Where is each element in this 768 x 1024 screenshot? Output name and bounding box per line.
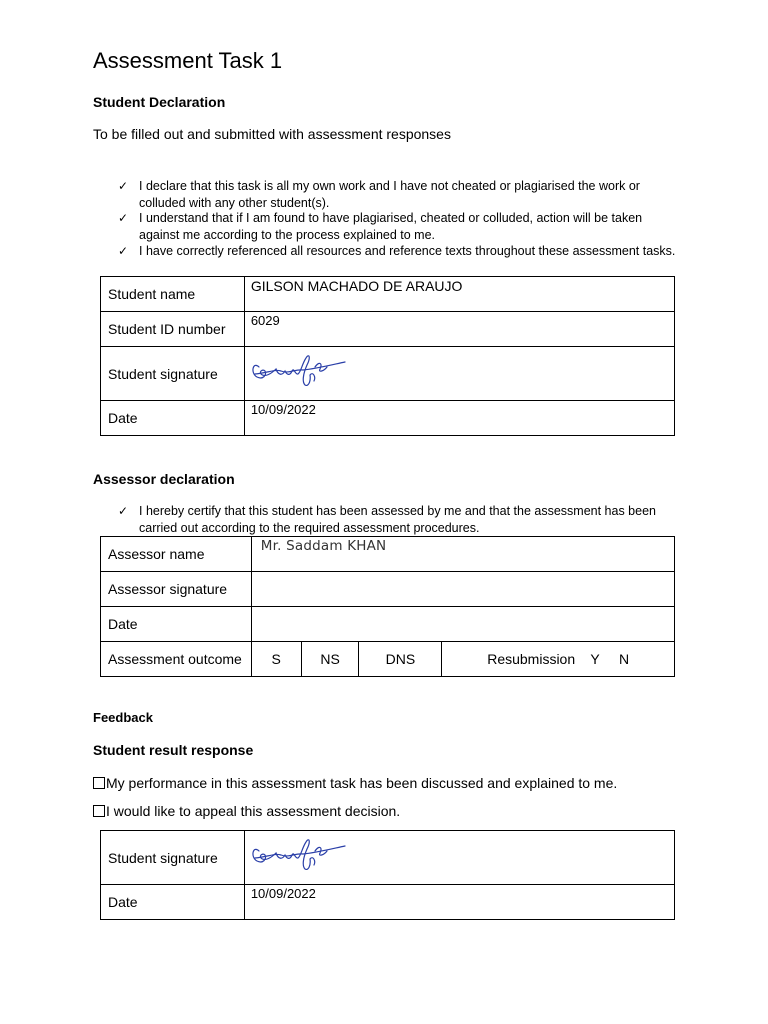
response-signature-cell — [244, 831, 674, 885]
response-signature-image — [245, 831, 360, 875]
checkbox-icon[interactable] — [93, 777, 105, 789]
outcome-resubmission: Resubmission Y N — [442, 642, 675, 677]
declaration-item-text: I have correctly referenced all resources and reference texts throughout these assessment tasks. — [139, 244, 676, 258]
check-icon: ✓ — [118, 504, 129, 518]
signature-icon — [245, 347, 360, 391]
student-signature-cell — [244, 347, 674, 401]
student-id-value: 6029 — [244, 312, 674, 347]
student-signature-image — [245, 347, 360, 391]
assessor-declaration-heading: Assessor declaration — [93, 471, 235, 487]
outcome-s: S — [251, 642, 301, 677]
signature-icon — [245, 831, 360, 875]
student-details-table — [100, 276, 675, 436]
response-date-value: 10/09/2022 — [244, 885, 674, 920]
response-signature-label: Student signature — [101, 831, 245, 885]
response-option-discussed[interactable] — [93, 775, 617, 791]
response-option-appeal[interactable] — [93, 803, 400, 819]
page-title: Assessment Task 1 — [93, 48, 283, 73]
assessor-name-text: Mr. Saddam KHAN — [260, 538, 387, 554]
student-result-response-heading: Student result response — [93, 742, 254, 758]
assessor-declaration-item-text: I hereby certify that this student has been assessed by me and that the assessment has been carried out according to the required assessment procedures. — [139, 504, 656, 535]
student-id-label: Student ID number — [101, 312, 245, 347]
student-name-value: GILSON MACHADO DE ARAUJO — [244, 277, 674, 312]
student-signature-label: Student signature — [101, 347, 245, 401]
student-date-value: 10/09/2022 — [244, 401, 674, 436]
assessment-outcome-label: Assessment outcome — [101, 642, 252, 677]
assessor-name-value — [251, 537, 674, 572]
student-response-table — [100, 830, 675, 920]
check-icon: ✓ — [118, 211, 129, 225]
student-declaration-heading: Student Declaration — [93, 94, 226, 110]
check-icon: ✓ — [118, 179, 129, 193]
response-option-text: I would like to appeal this assessment decision. — [106, 803, 401, 819]
student-name-label: Student name — [101, 277, 245, 312]
assessor-name-label: Assessor name — [101, 537, 252, 572]
outcome-ns: NS — [301, 642, 359, 677]
check-icon: ✓ — [118, 244, 129, 258]
assessor-date-label: Date — [101, 607, 252, 642]
assessor-date-value — [251, 607, 674, 642]
feedback-heading: Feedback — [93, 710, 153, 725]
response-option-text: My performance in this assessment task has been discussed and explained to me. — [106, 775, 618, 791]
assessor-signature-label: Assessor signature — [101, 572, 252, 607]
student-date-label: Date — [101, 401, 245, 436]
checkbox-icon[interactable] — [93, 805, 105, 817]
response-date-label: Date — [101, 885, 245, 920]
assessor-details-table — [100, 536, 675, 677]
assessor-signature-value — [251, 572, 674, 607]
outcome-dns: DNS — [359, 642, 442, 677]
student-declaration-intro: To be filled out and submitted with assessment responses — [93, 126, 451, 142]
declaration-item-text: I declare that this task is all my own work and I have not cheated or plagiarised the work or colluded with any other student(s). — [139, 179, 640, 210]
declaration-item-text: I understand that if I am found to have plagiarised, cheated or colluded, action will be taken against me according to the process explained to me. — [139, 211, 643, 242]
